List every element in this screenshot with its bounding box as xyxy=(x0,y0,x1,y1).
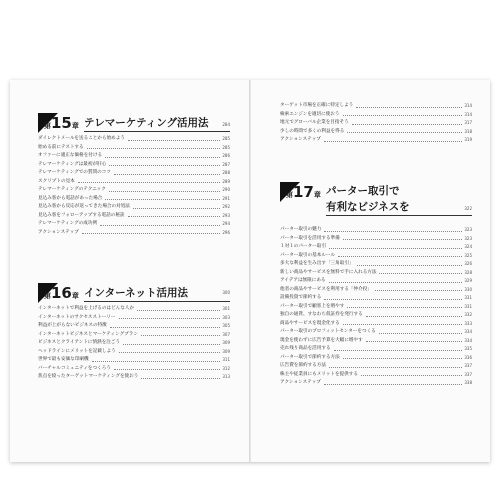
chapter-suffix: 章 xyxy=(71,292,79,300)
toc-entry-page: 331 xyxy=(464,295,472,301)
toc-entry-page: 314 xyxy=(464,103,472,109)
toc-entry-page: 291 xyxy=(222,195,230,201)
toc-entry xyxy=(38,178,230,187)
chapter-number xyxy=(286,183,321,204)
toc-entry xyxy=(38,144,230,153)
toc-leader-dots xyxy=(357,265,463,266)
toc-entry-page: 305 xyxy=(222,323,230,329)
toc-entry-title: テレマーケティングでの質問のコツ xyxy=(38,170,111,176)
chapter-17 xyxy=(280,182,472,388)
toc-leader-dots xyxy=(366,316,463,317)
toc-entry-page: 309 xyxy=(222,348,230,354)
toc-leader-dots xyxy=(343,324,463,325)
chapter-page-number: 284 xyxy=(222,122,230,127)
toc-leader-dots xyxy=(361,375,462,376)
toc-entry xyxy=(38,152,230,161)
toc-entry-title: テレマーケティングのテクニック xyxy=(38,187,106,193)
toc-entry-title: インターネットのサクセスストーリー xyxy=(38,314,116,320)
toc-leader-dots xyxy=(114,174,221,175)
toc-entry xyxy=(280,128,472,137)
chapter-number-value: 16 xyxy=(51,284,72,302)
chapter-number xyxy=(44,284,79,305)
toc-entry-title: パーター取引で顧客上を増やす xyxy=(280,303,345,309)
chapter-rule xyxy=(326,215,472,216)
toc-entry-title: パーター取引で節約する方法 xyxy=(280,354,340,360)
chapter-suffix: 章 xyxy=(71,122,79,130)
toc-entry xyxy=(280,119,472,128)
toc-leader-dots xyxy=(78,182,221,183)
toc-entry-page: 337 xyxy=(464,363,472,369)
toc-leader-dots xyxy=(105,199,220,200)
toc-entry xyxy=(280,226,472,235)
toc-entry-title: ダイレクトメールを送ることから始めよう xyxy=(38,136,125,142)
toc-entry xyxy=(38,186,230,195)
toc-entry xyxy=(280,294,472,303)
toc-entry xyxy=(280,243,472,252)
toc-entry-page: 292 xyxy=(222,204,230,210)
toc-entry xyxy=(280,136,472,145)
toc-entry-page: 289 xyxy=(222,178,230,184)
toc-entry-page: 334 xyxy=(464,329,472,335)
toc-entry-title: 株主や従業員にもメリットを提供する xyxy=(280,371,358,377)
toc-leader-dots xyxy=(119,318,221,319)
toc-entry-page: 293 xyxy=(222,212,230,218)
toc-entry-title: 焦点を絞ったターゲットマーケティングを使おう xyxy=(38,374,139,380)
chapter-number-value: 15 xyxy=(51,114,72,132)
toc-leader-dots xyxy=(324,231,462,232)
toc-entry xyxy=(280,320,472,329)
toc-entry-title: パーター取引の魅力 xyxy=(280,227,322,233)
toc-leader-dots xyxy=(379,333,463,334)
chapter-page-number: 300 xyxy=(222,290,230,295)
toc-entry-title: 新しい商品やサービスを無料で手に入れる方法 xyxy=(280,269,377,275)
toc-entry xyxy=(38,220,230,229)
toc-entry-title: パーター取引を活用する準備 xyxy=(280,235,340,241)
toc-entry-page: 324 xyxy=(464,244,472,250)
toc-leader-dots xyxy=(347,132,462,133)
toc-leader-dots xyxy=(343,358,463,359)
toc-leader-dots xyxy=(324,384,462,385)
toc-entry-page: 296 xyxy=(222,229,230,235)
toc-entry-page: 285 xyxy=(222,136,230,142)
toc-entry xyxy=(38,373,230,382)
toc-entry xyxy=(38,305,230,314)
toc-entry-title: 始める前にテストする xyxy=(38,144,84,150)
right-page xyxy=(280,80,472,462)
toc-entry xyxy=(38,135,230,144)
toc-entry-title: 広告費を節約する方法 xyxy=(280,363,326,369)
toc-leader-dots xyxy=(128,140,220,141)
toc-leader-dots xyxy=(82,233,220,234)
toc-entry xyxy=(280,328,472,337)
toc-entry-title: アクションステップ xyxy=(280,137,321,143)
toc-leader-dots xyxy=(352,124,463,125)
toc-leader-dots xyxy=(379,273,462,274)
toc-entry-title: 検索エンジンを適切に使おう xyxy=(280,111,340,117)
toc-entry xyxy=(280,354,472,363)
toc-entry-page: 314 xyxy=(464,111,472,117)
book-gutter xyxy=(249,80,251,462)
toc-entry xyxy=(280,337,472,346)
toc-entry-title: 独自の通貨、すなわち仮証券を発行する xyxy=(280,312,363,318)
left-page xyxy=(38,80,230,462)
toc-entry-page: 313 xyxy=(222,374,230,380)
toc-leader-dots xyxy=(329,367,462,368)
toc-leader-dots xyxy=(343,115,463,116)
toc-entry-page: 317 xyxy=(464,120,472,126)
toc-entry-page: 312 xyxy=(222,365,230,371)
toc-entry-page: 330 xyxy=(464,286,472,292)
toc-list xyxy=(280,226,472,388)
chapter-15 xyxy=(38,113,230,237)
toc-entry xyxy=(280,235,472,244)
toc-leader-dots xyxy=(347,307,462,308)
toc-leader-dots xyxy=(375,290,462,291)
toc-entry xyxy=(280,252,472,261)
toc-entry-title: 設備投資で節約する xyxy=(280,295,322,301)
toc-leader-dots xyxy=(105,157,220,158)
toc-entry xyxy=(280,311,472,320)
toc-leader-dots xyxy=(329,282,463,283)
toc-entry-title: バーチャルコミュニティをつくろう xyxy=(38,365,111,371)
toc-entry-page: 301 xyxy=(222,306,230,312)
toc-leader-dots xyxy=(123,344,220,345)
chapter-rule xyxy=(84,131,230,132)
chapter-number xyxy=(44,114,79,135)
toc-entry-page: 323 xyxy=(464,227,472,233)
toc-leader-dots xyxy=(334,350,463,351)
toc-entry xyxy=(38,331,230,340)
chapter-16 xyxy=(38,283,230,382)
toc-entry-title: 売れ残り商品を活用する xyxy=(280,346,331,352)
toc-entry-page: 333 xyxy=(464,320,472,326)
toc-entry-title: 地元でグローバル企業を目指そう xyxy=(280,120,349,126)
chapter-title: テレマーケティング活用法 xyxy=(84,117,209,129)
chapter-title-line-2: 有利なビジネスを xyxy=(326,201,410,213)
toc-entry xyxy=(38,356,230,365)
toc-entry-page: 286 xyxy=(222,153,230,159)
toc-entry-title: パーター取引の基本ルール xyxy=(280,252,336,258)
toc-leader-dots xyxy=(343,239,463,240)
toc-entry xyxy=(38,229,230,238)
chapter-prefix: 第 xyxy=(44,122,51,130)
toc-entry xyxy=(280,303,472,312)
chapter-prefix: 第 xyxy=(44,292,51,300)
toc-leader-dots xyxy=(338,256,462,257)
toc-entry-title: パーター取引のプロフィットセンターをつくる xyxy=(280,329,376,335)
toc-leader-dots xyxy=(137,310,220,311)
toc-entry-page: 309 xyxy=(222,340,230,346)
toc-entry xyxy=(280,269,472,278)
toc-leader-dots xyxy=(92,361,221,362)
toc-entry-page: 318 xyxy=(464,128,472,134)
toc-entry xyxy=(38,169,230,178)
toc-entry-title: 世界で最も安価な印刷機 xyxy=(38,357,89,363)
toc-entry-page: 335 xyxy=(464,346,472,352)
toc-entry-page: 331 xyxy=(464,303,472,309)
toc-entry-title: 見込み客から電話があった場合 xyxy=(38,195,103,201)
toc-entry-title: アクションステップ xyxy=(38,229,79,235)
toc-entry xyxy=(280,111,472,120)
toc-entry-title: 見込み客をフォローアップする電話の秘訣 xyxy=(38,212,125,218)
toc-entry-page: 325 xyxy=(464,252,472,258)
toc-entry-page: 323 xyxy=(464,235,472,241)
toc-entry xyxy=(38,195,230,204)
toc-entry-page: 336 xyxy=(464,354,472,360)
toc-entry xyxy=(280,371,472,380)
toc-leader-dots xyxy=(87,148,221,149)
toc-leader-dots xyxy=(324,299,462,300)
toc-leader-dots xyxy=(141,378,220,379)
toc-entry-page: 294 xyxy=(222,221,230,227)
chapter-rule xyxy=(84,301,230,302)
toc-entry xyxy=(280,362,472,371)
chapter-title: インターネット活用法 xyxy=(84,287,189,299)
toc-entry-page: 303 xyxy=(222,314,230,320)
toc-leader-dots xyxy=(133,208,220,209)
toc-entry-page: 332 xyxy=(464,312,472,318)
toc-leader-dots xyxy=(324,141,462,142)
toc-leader-dots xyxy=(141,335,220,336)
toc-entry-title: 見込み客から反応が返ってきた場合の対処法 xyxy=(38,204,130,210)
toc-entry-page: 329 xyxy=(464,278,472,284)
toc-entry-page: 311 xyxy=(222,357,230,363)
toc-leader-dots xyxy=(110,327,221,328)
toc-leader-dots xyxy=(119,352,221,353)
toc-entry-page: 334 xyxy=(464,337,472,343)
book-spread xyxy=(10,80,490,462)
chapter-page-number: 322 xyxy=(464,206,472,211)
toc-entry-title: 商品やサービスを現金化する xyxy=(280,320,340,326)
toc-entry xyxy=(38,339,230,348)
toc-entry-title: ヘッドラインにメリットを記載しよう xyxy=(38,348,116,354)
chapter-heading xyxy=(38,113,230,135)
toc-entry-title: １対１のパーター取引 xyxy=(280,244,326,250)
toc-entry-title: オファーに適正な価格を付ける xyxy=(38,153,103,159)
chapter-prefix: 第 xyxy=(286,191,293,199)
toc-entry-page: 307 xyxy=(222,331,230,337)
toc-leader-dots xyxy=(356,107,462,108)
toc-entry xyxy=(280,286,472,295)
chapter-number-value: 17 xyxy=(293,183,314,201)
toc-entry-title: 利益が上がらないビジネスの特徴 xyxy=(38,323,107,329)
toc-entry xyxy=(38,365,230,374)
toc-list xyxy=(38,305,230,382)
toc-entry-title: テレマーケティングの成功例 xyxy=(38,221,98,227)
toc-entry-title: テレマーケティングは最初が肝心 xyxy=(38,161,107,167)
toc-leader-dots xyxy=(114,369,220,370)
chapter-title-line-1: パーター取引で xyxy=(326,185,400,197)
toc-entry-title: アクションステップ xyxy=(280,380,321,386)
toc-leader-dots xyxy=(109,191,221,192)
toc-entry-page: 288 xyxy=(222,170,230,176)
toc-entry-title: インターネットビジネスとマーケティングプラン xyxy=(38,331,138,337)
toc-entry xyxy=(38,348,230,357)
toc-entry xyxy=(38,161,230,170)
toc-entry-page: 285 xyxy=(222,144,230,150)
toc-entry-page: 328 xyxy=(464,269,472,275)
toc-entry-title: ビジネスとクライアントに情熱を注ごう xyxy=(38,340,121,346)
toc-leader-dots xyxy=(100,225,220,226)
toc-entry xyxy=(280,102,472,111)
toc-entry-title: 現金を使わずに広告予算を大幅に増やす xyxy=(280,337,363,343)
toc-list xyxy=(38,135,230,237)
toc-entry xyxy=(280,345,472,354)
toc-entry xyxy=(38,203,230,212)
toc-leader-dots xyxy=(329,248,462,249)
toc-entry-title: 他者の商品やサービスを利用する「仲介役」 xyxy=(280,286,372,292)
toc-leader-dots xyxy=(128,216,221,217)
toc-entry-page: 338 xyxy=(464,380,472,386)
toc-entry-title: インターネットで利益を上げるのはどんな人か xyxy=(38,306,135,312)
toc-entry-page: 290 xyxy=(222,187,230,193)
toc-entry-title: ターゲット市場を正確に特定しよう xyxy=(280,103,354,109)
toc-entry xyxy=(280,277,472,286)
toc-list xyxy=(280,102,472,145)
chapter-suffix: 章 xyxy=(313,191,321,199)
toc-entry-title: 少しの時間で多くの利益を得る xyxy=(280,128,345,134)
toc-leader-dots xyxy=(109,165,220,166)
chapter-heading xyxy=(280,182,472,220)
toc-entry xyxy=(38,212,230,221)
toc-entry xyxy=(280,379,472,388)
toc-entry-title: アイデアは無限にある xyxy=(280,278,326,284)
toc-entry-page: 326 xyxy=(464,261,472,267)
toc-leader-dots xyxy=(366,341,463,342)
toc-entry-page: 287 xyxy=(222,161,230,167)
toc-entry-page: 337 xyxy=(464,371,472,377)
chapter-16-continued xyxy=(280,102,472,145)
toc-entry-page: 319 xyxy=(464,137,472,143)
toc-entry xyxy=(38,322,230,331)
toc-entry-title: 多大な利益を生み出す「三角取引」 xyxy=(280,261,354,267)
toc-entry xyxy=(38,314,230,323)
chapter-heading xyxy=(38,283,230,305)
toc-entry-title: スクリプトの見本 xyxy=(38,178,75,184)
toc-entry xyxy=(280,260,472,269)
